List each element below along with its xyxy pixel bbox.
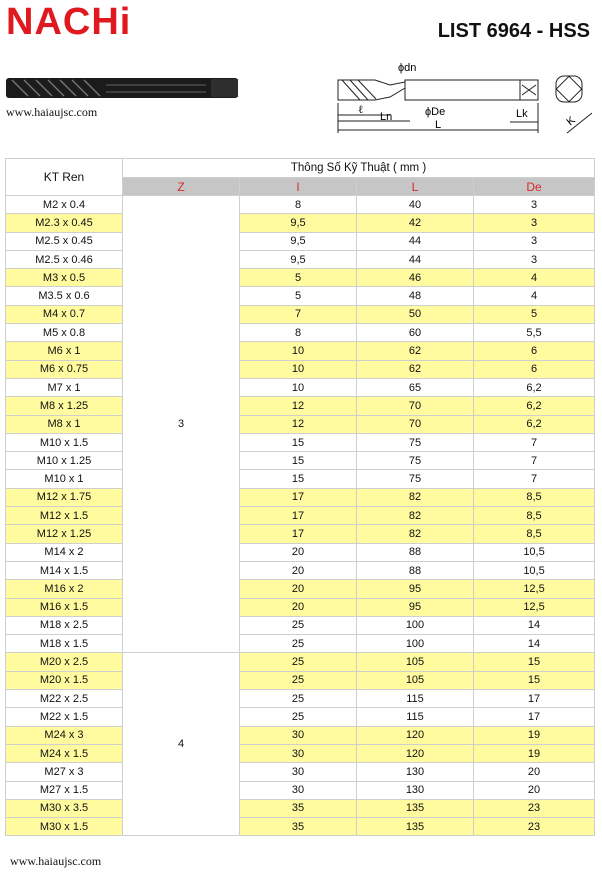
cell-l: 25	[240, 653, 357, 671]
cell-De: 7	[474, 433, 595, 451]
cell-l: 10	[240, 342, 357, 360]
table-row	[6, 598, 595, 616]
cell-kt-ren: M10 x 1	[6, 470, 123, 488]
label-l: ℓ	[358, 104, 364, 116]
label-De: ϕDe	[425, 106, 446, 118]
cell-L: 75	[357, 433, 474, 451]
header-kt-ren: KT Ren	[6, 159, 123, 196]
cell-l: 8	[240, 324, 357, 342]
cell-L: 82	[357, 488, 474, 506]
table-row	[6, 360, 595, 378]
cell-De: 6	[474, 360, 595, 378]
table-row	[6, 799, 595, 817]
cell-l: 5	[240, 287, 357, 305]
cell-kt-ren: M24 x 1.5	[6, 744, 123, 762]
cell-De: 20	[474, 763, 595, 781]
table-row	[6, 214, 595, 232]
cell-L: 60	[357, 324, 474, 342]
cell-kt-ren: M5 x 0.8	[6, 324, 123, 342]
cell-L: 135	[357, 818, 474, 836]
cell-kt-ren: M4 x 0.7	[6, 305, 123, 323]
cell-L: 115	[357, 708, 474, 726]
cell-L: 88	[357, 543, 474, 561]
table-row	[6, 196, 595, 214]
header-l: l	[240, 178, 357, 196]
cell-De: 8,5	[474, 507, 595, 525]
cell-l: 15	[240, 433, 357, 451]
cell-l: 17	[240, 507, 357, 525]
label-L: L	[435, 119, 442, 131]
header-z: Z	[123, 178, 240, 196]
cell-De: 17	[474, 690, 595, 708]
cell-De: 6,2	[474, 378, 595, 396]
table-row	[6, 708, 595, 726]
cell-kt-ren: M12 x 1.5	[6, 507, 123, 525]
cell-l: 25	[240, 690, 357, 708]
cell-l: 30	[240, 744, 357, 762]
cell-l: 25	[240, 635, 357, 653]
cell-kt-ren: M16 x 1.5	[6, 598, 123, 616]
table-row	[6, 653, 595, 671]
cell-kt-ren: M2.3 x 0.45	[6, 214, 123, 232]
cell-l: 25	[240, 616, 357, 634]
cell-l: 20	[240, 543, 357, 561]
tap-dimension-diagram	[330, 55, 600, 145]
label-Lk: Lk	[516, 108, 528, 120]
table-row	[6, 378, 595, 396]
cell-De: 17	[474, 708, 595, 726]
cell-kt-ren: M18 x 2.5	[6, 616, 123, 634]
cell-kt-ren: M27 x 1.5	[6, 781, 123, 799]
cell-De: 4	[474, 269, 595, 287]
spiral-tap-photo	[6, 70, 238, 106]
cell-L: 135	[357, 799, 474, 817]
cell-l: 30	[240, 726, 357, 744]
cell-l: 9,5	[240, 214, 357, 232]
table-row	[6, 781, 595, 799]
cell-De: 7	[474, 470, 595, 488]
cell-l: 30	[240, 781, 357, 799]
cell-l: 25	[240, 708, 357, 726]
table-row	[6, 763, 595, 781]
label-K: K	[564, 114, 578, 129]
cell-kt-ren: M8 x 1.25	[6, 397, 123, 415]
cell-L: 65	[357, 378, 474, 396]
cell-L: 70	[357, 415, 474, 433]
cell-l: 35	[240, 799, 357, 817]
cell-kt-ren: M3 x 0.5	[6, 269, 123, 287]
cell-kt-ren: M20 x 1.5	[6, 671, 123, 689]
cell-l: 20	[240, 580, 357, 598]
table-row	[6, 232, 595, 250]
cell-kt-ren: M30 x 3.5	[6, 799, 123, 817]
cell-De: 5	[474, 305, 595, 323]
cell-l: 12	[240, 397, 357, 415]
cell-L: 100	[357, 616, 474, 634]
cell-l: 5	[240, 269, 357, 287]
cell-L: 95	[357, 580, 474, 598]
cell-L: 115	[357, 690, 474, 708]
table-row	[6, 397, 595, 415]
table-row	[6, 580, 595, 598]
cell-De: 6	[474, 342, 595, 360]
cell-De: 6,2	[474, 397, 595, 415]
cell-kt-ren: M14 x 1.5	[6, 561, 123, 579]
cell-De: 3	[474, 232, 595, 250]
cell-l: 10	[240, 360, 357, 378]
cell-kt-ren: M2.5 x 0.46	[6, 250, 123, 268]
cell-l: 12	[240, 415, 357, 433]
cell-l: 9,5	[240, 232, 357, 250]
header-L: L	[357, 178, 474, 196]
cell-De: 12,5	[474, 580, 595, 598]
cell-De: 15	[474, 671, 595, 689]
cell-De: 19	[474, 726, 595, 744]
cell-kt-ren: M22 x 2.5	[6, 690, 123, 708]
cell-z: 4	[123, 653, 240, 836]
cell-L: 100	[357, 635, 474, 653]
cell-L: 105	[357, 671, 474, 689]
table-row	[6, 452, 595, 470]
cell-De: 3	[474, 214, 595, 232]
cell-kt-ren: M20 x 2.5	[6, 653, 123, 671]
cell-kt-ren: M3.5 x 0.6	[6, 287, 123, 305]
table-row	[6, 269, 595, 287]
cell-kt-ren: M10 x 1.5	[6, 433, 123, 451]
table-row	[6, 507, 595, 525]
cell-De: 23	[474, 799, 595, 817]
cell-De: 8,5	[474, 525, 595, 543]
cell-l: 10	[240, 378, 357, 396]
cell-De: 3	[474, 250, 595, 268]
table-row	[6, 690, 595, 708]
cell-kt-ren: M7 x 1	[6, 378, 123, 396]
table-row	[6, 324, 595, 342]
cell-De: 14	[474, 635, 595, 653]
nachi-logo: NACHi	[6, 1, 132, 43]
cell-De: 7	[474, 452, 595, 470]
cell-l: 17	[240, 525, 357, 543]
website-url-bottom: www.haiaujsc.com	[10, 854, 102, 868]
table-row	[6, 250, 595, 268]
cell-l: 7	[240, 305, 357, 323]
cell-L: 95	[357, 598, 474, 616]
cell-kt-ren: M12 x 1.75	[6, 488, 123, 506]
label-dn: ϕdn	[398, 62, 417, 74]
cell-De: 8,5	[474, 488, 595, 506]
cell-kt-ren: M22 x 1.5	[6, 708, 123, 726]
cell-kt-ren: M12 x 1.25	[6, 525, 123, 543]
cell-kt-ren: M18 x 1.5	[6, 635, 123, 653]
cell-L: 44	[357, 250, 474, 268]
cell-L: 120	[357, 726, 474, 744]
cell-L: 82	[357, 525, 474, 543]
table-row	[6, 342, 595, 360]
table-row	[6, 543, 595, 561]
cell-kt-ren: M6 x 1	[6, 342, 123, 360]
cell-l: 15	[240, 470, 357, 488]
cell-L: 62	[357, 342, 474, 360]
cell-l: 20	[240, 598, 357, 616]
cell-L: 40	[357, 196, 474, 214]
cell-L: 75	[357, 452, 474, 470]
table-row	[6, 287, 595, 305]
cell-kt-ren: M30 x 1.5	[6, 818, 123, 836]
cell-kt-ren: M24 x 3	[6, 726, 123, 744]
cell-L: 120	[357, 744, 474, 762]
table-row	[6, 433, 595, 451]
header-De: De	[474, 178, 595, 196]
cell-L: 50	[357, 305, 474, 323]
table-row	[6, 616, 595, 634]
cell-L: 88	[357, 561, 474, 579]
table-row	[6, 525, 595, 543]
tap-spec-table	[5, 158, 595, 836]
cell-l: 8	[240, 196, 357, 214]
website-url-top: www.haiaujsc.com	[6, 105, 98, 119]
cell-l: 35	[240, 818, 357, 836]
cell-kt-ren: M16 x 2	[6, 580, 123, 598]
cell-De: 10,5	[474, 561, 595, 579]
table-row	[6, 726, 595, 744]
cell-De: 15	[474, 653, 595, 671]
cell-kt-ren: M10 x 1.25	[6, 452, 123, 470]
cell-De: 12,5	[474, 598, 595, 616]
cell-L: 48	[357, 287, 474, 305]
cell-L: 130	[357, 781, 474, 799]
table-row	[6, 305, 595, 323]
cell-L: 70	[357, 397, 474, 415]
table-row	[6, 488, 595, 506]
cell-z: 3	[123, 196, 240, 653]
table-row	[6, 818, 595, 836]
table-row	[6, 470, 595, 488]
cell-L: 105	[357, 653, 474, 671]
cell-l: 30	[240, 763, 357, 781]
cell-De: 20	[474, 781, 595, 799]
cell-De: 5,5	[474, 324, 595, 342]
table-row	[6, 415, 595, 433]
cell-De: 19	[474, 744, 595, 762]
table-row	[6, 635, 595, 653]
cell-kt-ren: M14 x 2	[6, 543, 123, 561]
cell-l: 25	[240, 671, 357, 689]
label-Ln: Ln	[380, 111, 393, 123]
cell-De: 6,2	[474, 415, 595, 433]
cell-De: 3	[474, 196, 595, 214]
cell-l: 9,5	[240, 250, 357, 268]
header-spec-group: Thông Số Kỹ Thuật ( mm )	[123, 159, 595, 178]
cell-L: 75	[357, 470, 474, 488]
cell-L: 82	[357, 507, 474, 525]
cell-L: 130	[357, 763, 474, 781]
list-title: LIST 6964 - HSS	[437, 20, 590, 42]
table-row	[6, 671, 595, 689]
cell-L: 46	[357, 269, 474, 287]
cell-De: 10,5	[474, 543, 595, 561]
table-row	[6, 561, 595, 579]
cell-kt-ren: M8 x 1	[6, 415, 123, 433]
cell-L: 44	[357, 232, 474, 250]
cell-De: 4	[474, 287, 595, 305]
cell-L: 42	[357, 214, 474, 232]
cell-De: 23	[474, 818, 595, 836]
cell-L: 62	[357, 360, 474, 378]
cell-kt-ren: M27 x 3	[6, 763, 123, 781]
cell-l: 20	[240, 561, 357, 579]
cell-kt-ren: M2.5 x 0.45	[6, 232, 123, 250]
cell-kt-ren: M6 x 0.75	[6, 360, 123, 378]
cell-l: 17	[240, 488, 357, 506]
table-row	[6, 744, 595, 762]
cell-kt-ren: M2 x 0.4	[6, 196, 123, 214]
cell-De: 14	[474, 616, 595, 634]
cell-l: 15	[240, 452, 357, 470]
